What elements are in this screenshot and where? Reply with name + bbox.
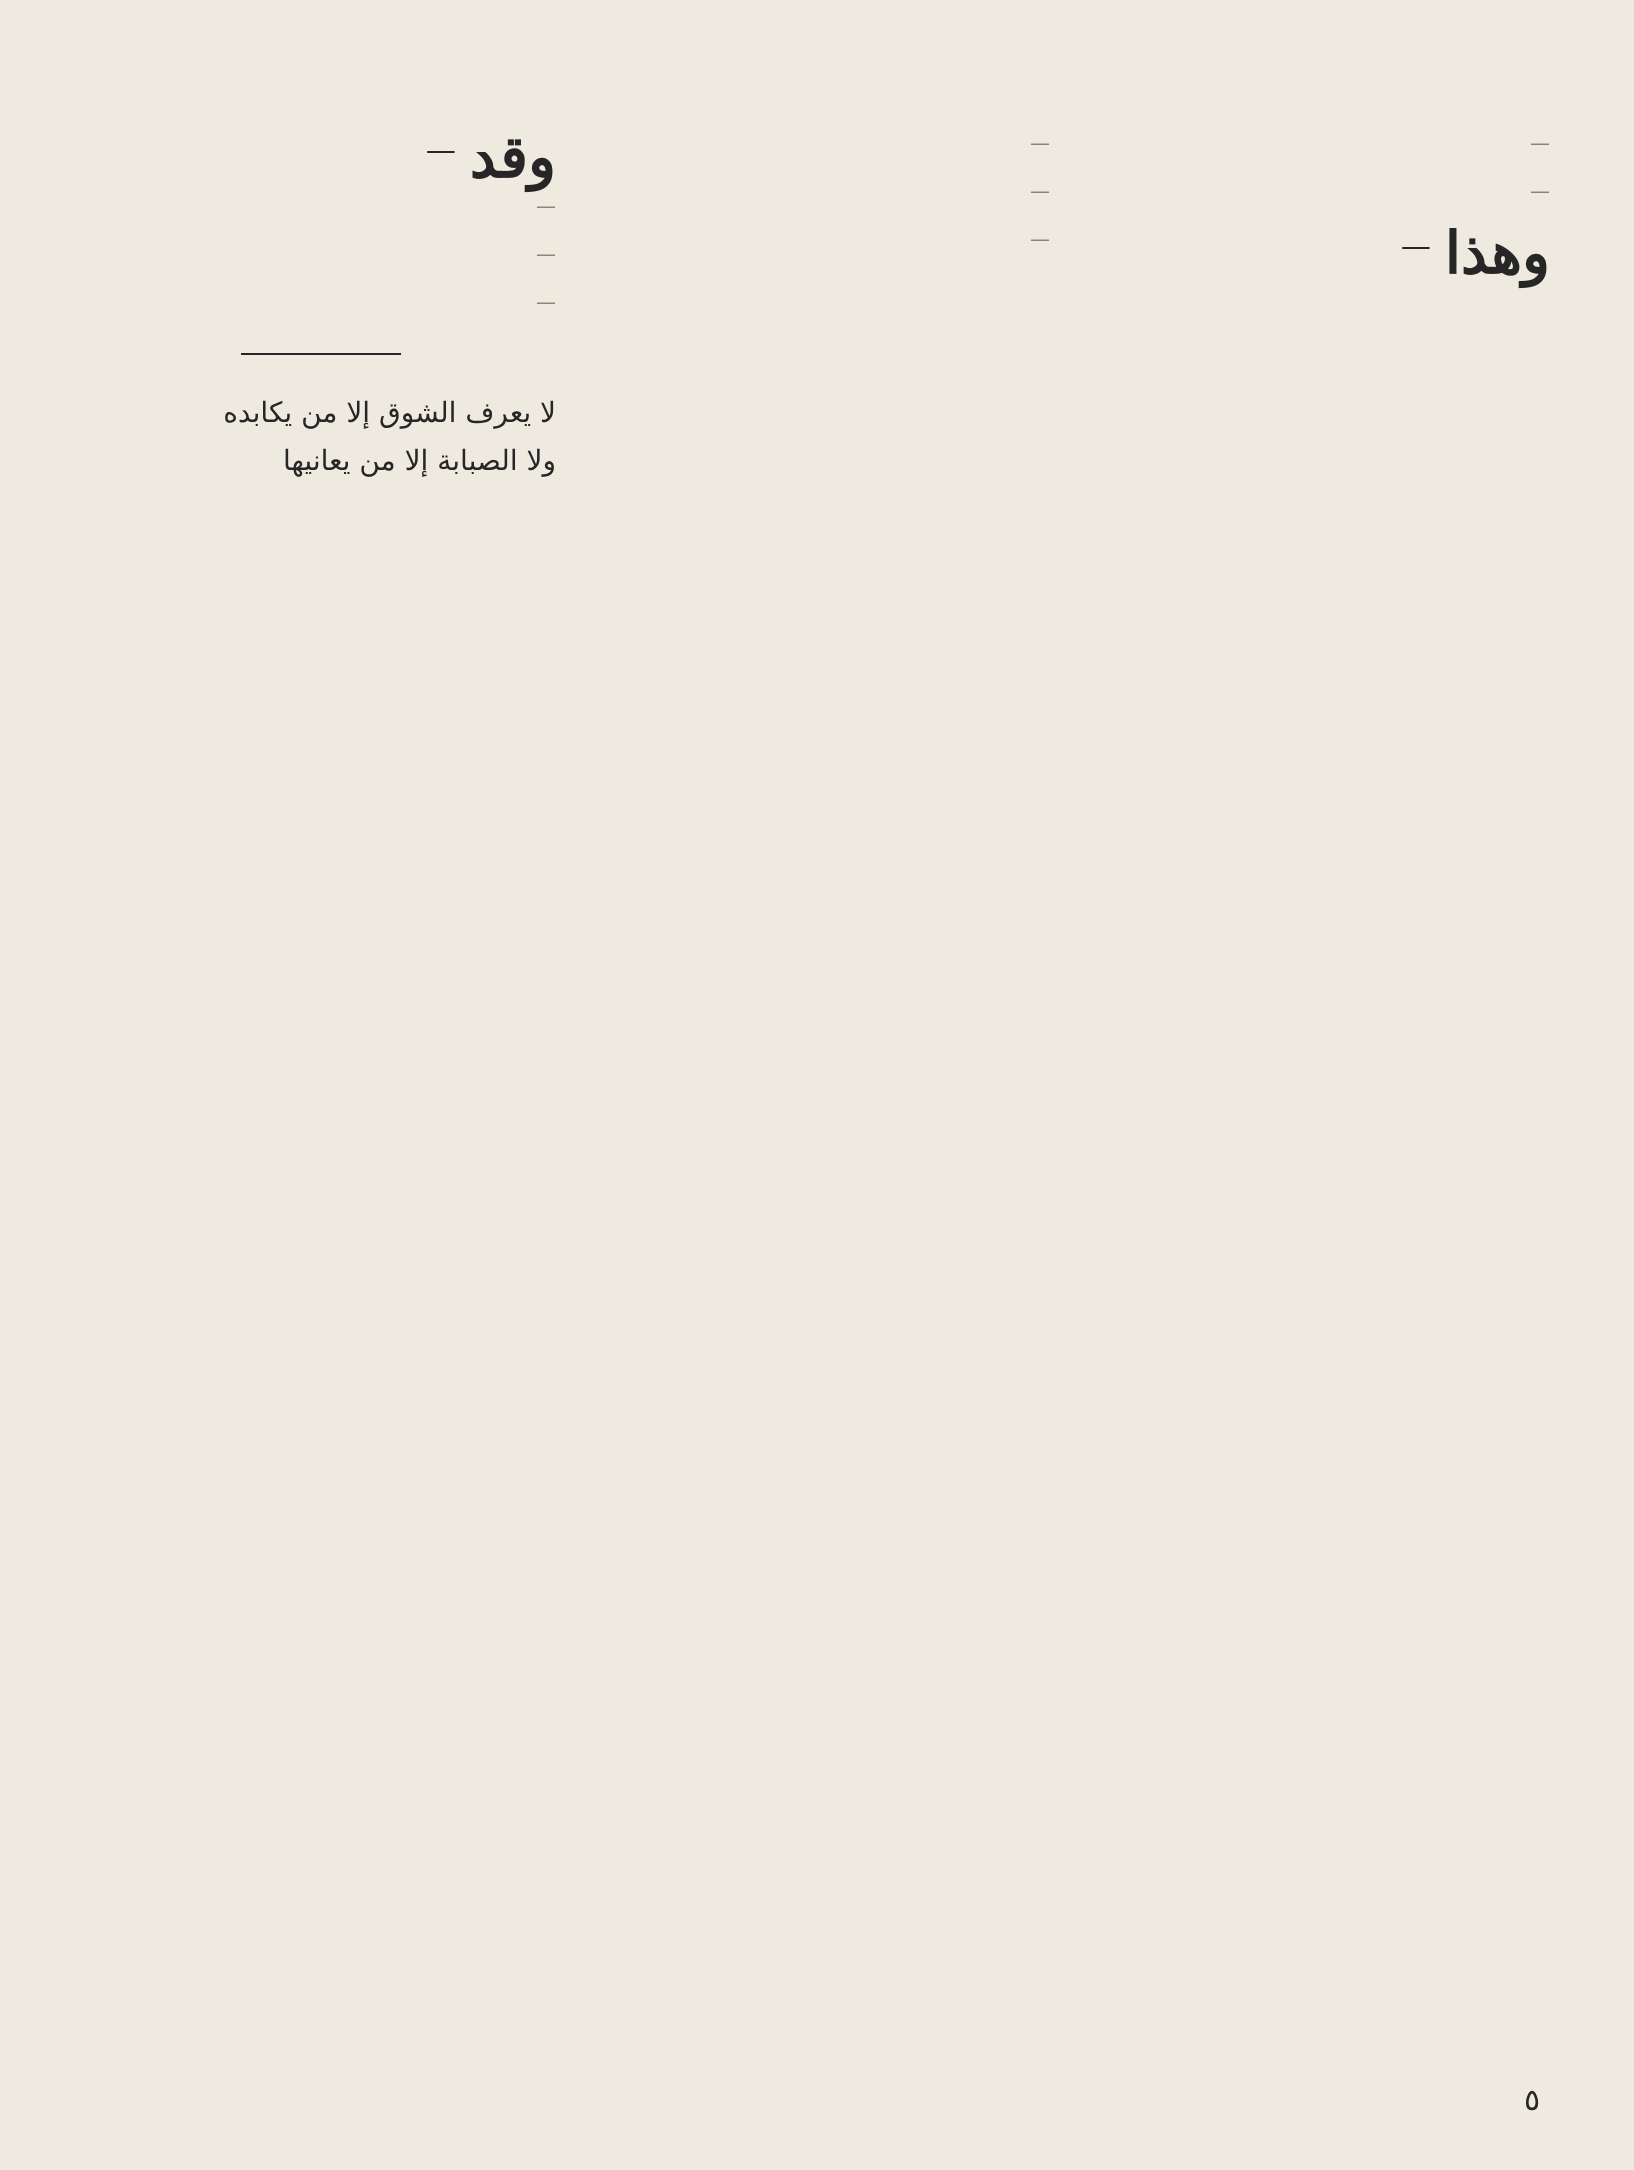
drop-word: وقد [469,128,556,191]
paragraph-with-drop-word [1080,219,1550,287]
paragraph: — [536,242,556,266]
paragraph: — [536,194,556,218]
paragraph: — [1530,131,1550,155]
drop-word: وهذا [1444,219,1550,287]
section-divider [241,353,401,355]
paragraph-text: — [425,133,456,168]
paragraph: — [1030,179,1050,203]
paragraph-text: — [1400,229,1431,264]
paragraph: — [1030,227,1050,251]
column-middle [580,128,1050,2038]
poem-line: لا يعرف الشوق إلا من يكابده [223,396,556,429]
column-right [1080,128,1550,2038]
paragraph-with-drop-word [86,128,556,191]
column-left [86,128,556,2038]
paragraph: — [536,290,556,314]
page-number: ٥ [1524,2083,1541,2118]
poem-line: ولا الصبابة إلا من يعانيها [282,444,556,477]
paragraph: — [1530,179,1550,203]
paragraph: — [1030,131,1050,155]
